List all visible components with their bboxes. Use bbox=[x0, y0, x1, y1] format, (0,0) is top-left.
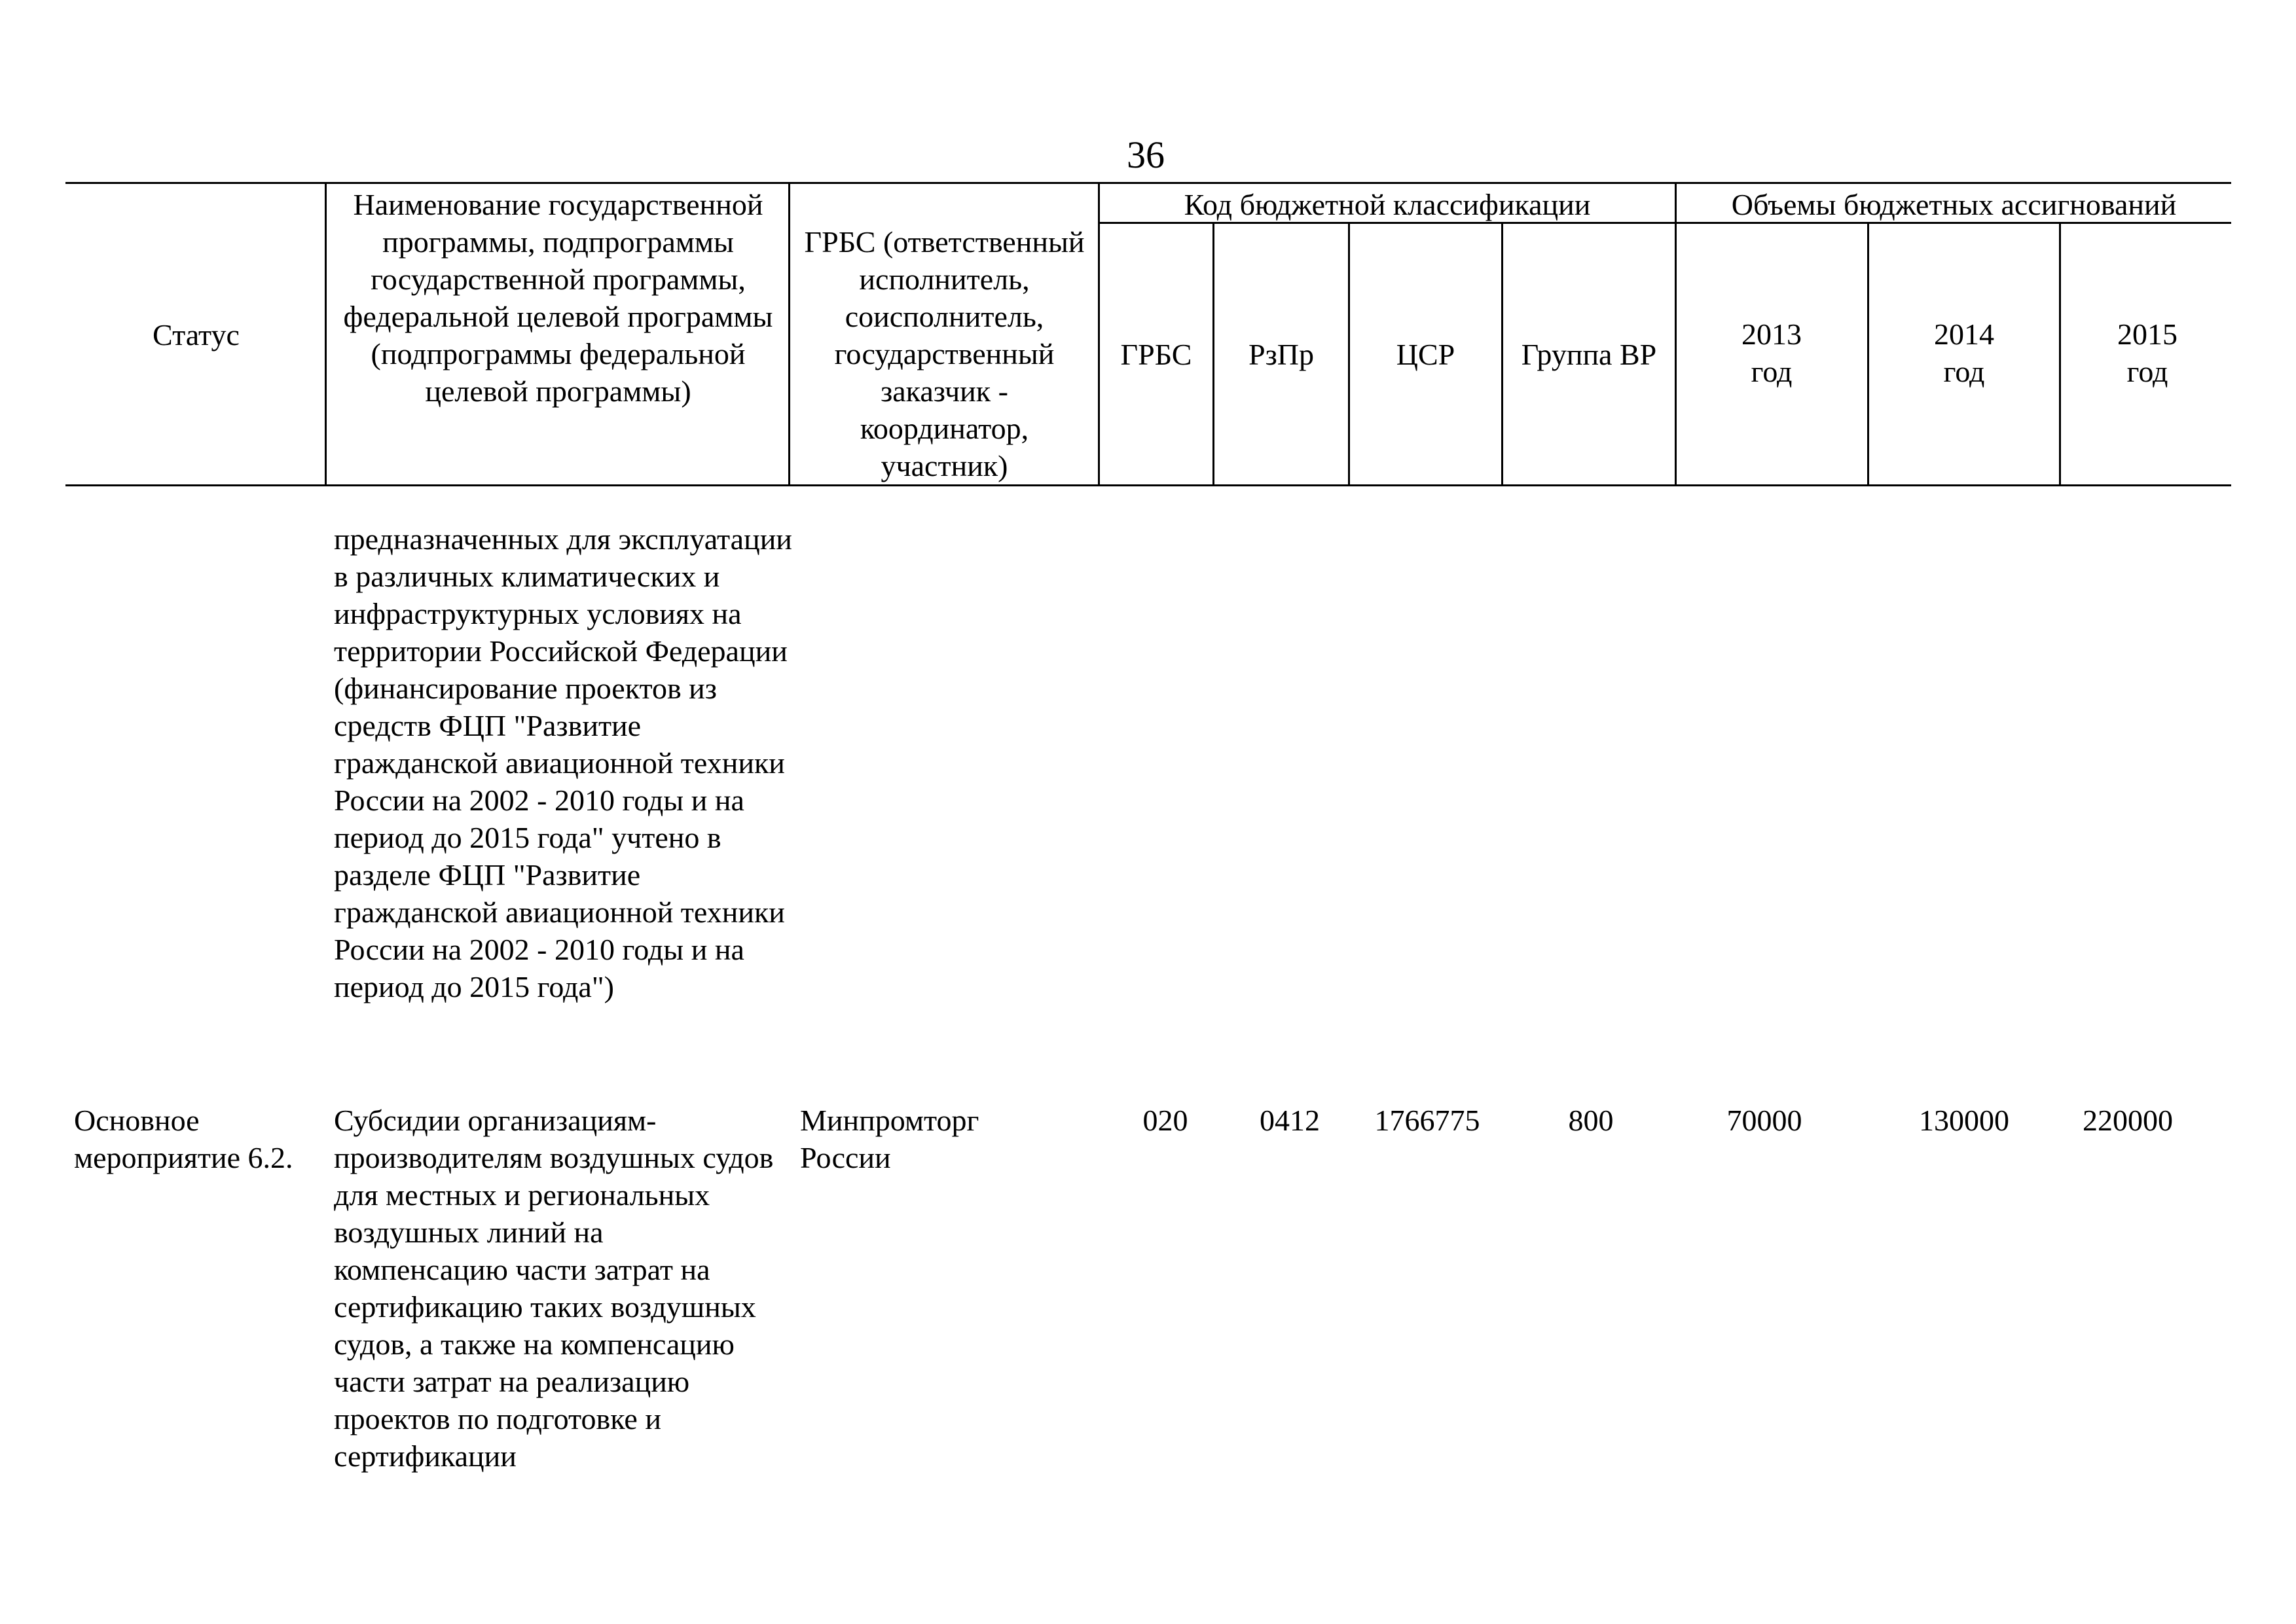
header-budget-code-group: Код бюджетной классификации bbox=[1184, 188, 1591, 221]
row-code-csr: 1766775 bbox=[1374, 1104, 1480, 1137]
col-divider-7 bbox=[1675, 182, 1677, 486]
row-program-name: Субсидии организациям-производителям воздушных судов для местных и региональных воздушных линий на компенсацию части затрат на сертификацию таких воздушных судов, а также на компенсацию части затрат на реализацию проектов по подготовке и сертификации bbox=[334, 1104, 774, 1473]
row-code-grbs: 020 bbox=[1142, 1104, 1188, 1137]
header-year-2015: 2015 год bbox=[2117, 317, 2178, 388]
header-grbs-executor: ГРБС (ответственный исполнитель, соисполнитель, государственный заказчик - координатор, участник) bbox=[804, 225, 1085, 482]
row-value-2013: 70000 bbox=[1726, 1104, 1802, 1137]
header-code-grbs: ГРБС bbox=[1120, 338, 1192, 371]
header-code-vr: Группа ВР bbox=[1521, 338, 1657, 371]
header-year-2014: 2014 год bbox=[1934, 317, 1994, 388]
row-grbs-executor: Минпромторг России bbox=[800, 1104, 979, 1174]
row-value-2015: 220000 bbox=[2083, 1104, 2173, 1137]
row-value-2014: 130000 bbox=[1919, 1104, 2009, 1137]
col-divider-9 bbox=[2059, 222, 2061, 486]
row-code-rzpr: 0412 bbox=[1260, 1104, 1320, 1137]
col-divider-8 bbox=[1867, 222, 1869, 486]
row-continuation-name: предназначенных для эксплуатации в различных климатических и инфраструктурных условиях на территории Российской Федерации (финансирование проектов из средств ФЦП "Развитие гражданской авиационной техники России на 2002 - 2010 годы и на период до 2015 года" учтено в разделе ФЦП "Развитие гражданской авиационной техники России на 2002 - 2010 годы и на период до 2015 года") bbox=[334, 522, 792, 1003]
col-divider-2 bbox=[788, 182, 790, 486]
page-number: 36 bbox=[1127, 134, 1165, 176]
header-status: Статус bbox=[153, 317, 240, 352]
header-budget-volume-group: Объемы бюджетных ассигнований bbox=[1731, 188, 2177, 221]
header-bottom-border bbox=[65, 484, 2231, 486]
header-program-name: Наименование государственной программы, подпрограммы государственной программы, федеральной целевой программы (подпрограммы федеральной целевой программы) bbox=[343, 188, 773, 408]
table-top-border bbox=[65, 182, 2231, 184]
col-divider-1 bbox=[325, 182, 327, 486]
row-status: Основное мероприятие 6.2. bbox=[74, 1104, 293, 1174]
header-year-2013: 2013 год bbox=[1741, 317, 1802, 388]
row-code-vr: 800 bbox=[1568, 1104, 1614, 1137]
header-code-csr: ЦСР bbox=[1396, 338, 1455, 371]
header-code-rzpr: РзПр bbox=[1248, 338, 1314, 371]
